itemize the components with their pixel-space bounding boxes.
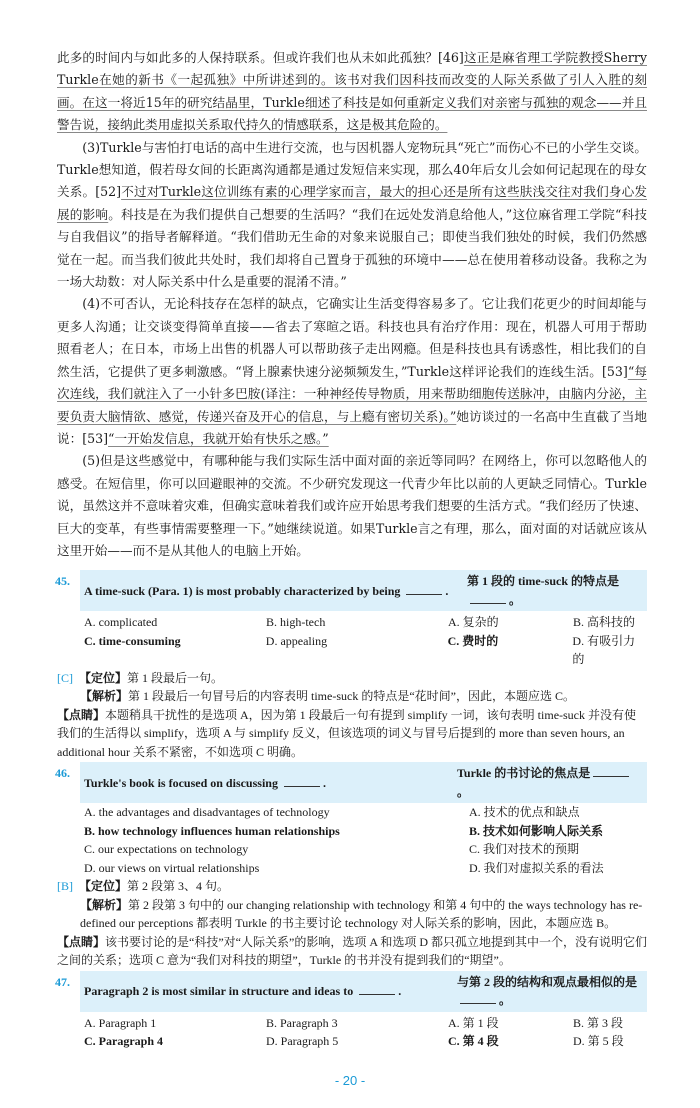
text: (3)Turkle与害怕打电话的高中生进行交流，也与因机器人宠物玩具“死亡”而伤心不已的小学生交谈。Turkle想知道，假若母女间的长距离沟通都是通过发短信来实现，那么40年后女儿会如何记起现在的母女关系。[52] <box>57 139 647 200</box>
option-a: A. the advantages and disadvantages of technology <box>84 805 330 820</box>
question-number: 45. <box>55 574 70 589</box>
options-row <box>84 1014 647 1033</box>
question-text: A time-suck (Para. 1) is most probably characterized by being <box>84 583 401 598</box>
question-45 <box>55 570 647 611</box>
underlined-sentence-53a: “每次连线，我们就注入了一小针多巴胺(译注：一种神经传导物质，用来帮助细胞传送脉冲，由脑内分泌，主要负责大脑情欲、感觉，传递兴奋及开心的信息，与上瘾有密切关系)。” <box>57 363 647 424</box>
paragraph-1-end <box>57 47 647 137</box>
question-zh: 与第 2 段的结构和观点最相似的是。 <box>457 974 638 1008</box>
option-row <box>84 803 647 822</box>
tag: 【点睛】 <box>57 707 106 722</box>
option-d: D. our views on virtual relationships <box>84 860 260 875</box>
questions <box>57 570 647 1051</box>
text: 第 1 段最后一句冒号后的内容表明 time-suck 的特点是“花时间”，因此，本题应选 C。 <box>128 689 575 704</box>
text: 第 1 段最后一句。 <box>127 670 224 685</box>
options-row <box>84 1032 647 1051</box>
blank <box>406 584 442 595</box>
blank <box>593 766 629 777</box>
blank <box>284 776 320 787</box>
question-en: A time-suck (Para. 1) is most probably characterized by being . <box>84 583 449 598</box>
option-row <box>84 822 647 841</box>
answer: [B] <box>57 879 73 894</box>
paragraph-3 <box>57 137 647 294</box>
option-b: B. Paragraph 3 <box>266 1015 338 1030</box>
tag: 【定位】 <box>79 670 128 685</box>
question-text: Turkle 的书讨论的焦点是 <box>457 766 591 781</box>
option-c: C. time-consuming <box>84 633 181 648</box>
text: 她访谈过的一名高中生直截了当地说：[53] <box>57 408 647 446</box>
underlined-sentence-46: 这正是麻省理工学院教授Sherry Turkle在她的新书《一起孤独》中所讲述到的。该书对我们因科技而改变的人际关系做了引人入胜的刻画。在这一将近15年的研究结晶里，Turkle细述了科技是如何重新定义我们对亲密与孤独的观念——并且警告说，接纳此类用虚拟关系取代持久的情感联系，这是极其危险的。 <box>57 50 647 133</box>
option-b-zh: B. 高科技的 <box>573 615 636 630</box>
option-c-zh: C. 我们对技术的预期 <box>469 842 580 857</box>
options-row <box>84 613 647 632</box>
question-en: Turkle's book is focused on discussing . <box>84 775 326 790</box>
option-d-zh: D. 第 5 段 <box>573 1034 624 1049</box>
paragraph-4 <box>57 293 647 450</box>
blank <box>460 993 496 1004</box>
options-row <box>84 632 647 669</box>
question-text: 与第 2 段的结构和观点最相似的是 <box>457 974 638 989</box>
question-number: 46. <box>55 766 70 781</box>
option-a-zh: A. 复杂的 <box>448 615 499 630</box>
option-d: D. appealing <box>265 633 328 648</box>
option-row <box>84 840 647 859</box>
text: (4)不可否认，无论科技存在怎样的缺点，它确实让生活变得容易多了。它让我们花更少的时间却能与更多人沟通；让交谈变得简单直接——省去了寒暄之语。科技也具有治疗作用：现在，机器人可用于帮助照看老人；在日本，市场上出售的机器人可以帮助孩子走出网瘾。但是科技也具有诱惑性，相比我们的自然生活，它提供了更多刺激感。“肾上腺素快速分泌频频发生，”Turkle这样评论我们的连线生活。[53] <box>57 296 647 379</box>
option-row <box>84 859 647 878</box>
question-zh: Turkle 的书讨论的焦点是。 <box>449 764 643 801</box>
tag: 【解析】 <box>80 897 129 912</box>
option-c: C. Paragraph 4 <box>84 1034 163 1049</box>
blank <box>359 984 395 995</box>
text: 此多的时间内与如此多的人保持联系。但或许我们也从未如此孤独？[46] <box>57 50 464 65</box>
key-point <box>57 933 647 970</box>
underlined-sentence-53b: “一开始发信息，我就开始有快乐之感。” <box>108 430 329 446</box>
option-a: A. Paragraph 1 <box>84 1015 157 1030</box>
analysis <box>57 896 647 933</box>
option-a: A. complicated <box>84 615 158 630</box>
text: 第 2 段第 3、4 句。 <box>127 879 230 894</box>
question-zh: 第 1 段的 time-suck 的特点是。 <box>467 574 619 607</box>
text: 。科技是在为我们提供自己想要的生活吗？“我们在远处发消息给他人，”这位麻省理工学院“科技与自我倡议”的指导者解释道。“我们借助无生命的对象来说服自己；即使当我们独处的时候，我们仍然感觉在一起。而当我们彼此共处时，我们却将自己置身于孤独的环境中——总在使用着移动设备。我称之为一场大劫数：对人际关系中什么是重要的混淆不清。” <box>57 206 648 290</box>
question-text: Paragraph 2 is most similar in structure and ideas to <box>84 984 354 999</box>
question-text: 第 1 段的 time-suck 的特点是 <box>467 574 619 589</box>
text: 第 2 段第 3 句中的 our changing relationship with technology 和第 4 句中的 the ways technology has re-defined our perceptions 都表明 Turkle 的书主要讨论 technology 对人际关系的影响，因此，本题应选 B。 <box>80 897 643 931</box>
question-46 <box>55 762 647 803</box>
tag: 【定位】 <box>79 879 128 894</box>
option-c: C. our expectations on technology <box>84 842 249 857</box>
locate <box>57 877 647 896</box>
option-c-zh: C. 费时的 <box>447 633 499 648</box>
option-a-zh: A. 技术的优点和缺点 <box>469 805 580 820</box>
question-47 <box>55 971 647 1012</box>
tag: 【点睛】 <box>57 934 106 949</box>
text: 本题稍具干扰性的是选项 A，因为第 1 段最后一句有提到 simplify 一词，该句表明 time-suck 并没有使我们的生活得以 simplify，选项 A 与 simplify 反义，但该选项的词义与冒号后提到的 more than seven hours, an additional hour 关系不紧密，不如选项 C 明确。 <box>57 707 637 759</box>
option-b-zh: B. 技术如何影响人际关系 <box>469 823 604 838</box>
question-en: Paragraph 2 is most similar in structure and ideas to . <box>84 984 402 999</box>
option-d: D. Paragraph 5 <box>266 1034 339 1049</box>
answer: [C] <box>57 670 73 685</box>
option-d-zh: D. 有吸引力的 <box>572 633 636 667</box>
option-b: B. high-tech <box>266 615 326 630</box>
locate <box>57 669 647 688</box>
option-d-zh: D. 我们对虚拟关系的看法 <box>469 860 604 875</box>
text: 该书要讨论的是“科技”对“人际关系”的影响，选项 A 和选项 D 都只孤立地提到其中一个，没有说明它们之间的关系；选项 C 意为“我们对科技的期望”，Turkle 的书并没有提到我们的“期望”。 <box>57 934 647 968</box>
tag: 【解析】 <box>80 689 129 704</box>
option-b-zh: B. 第 3 段 <box>573 1015 624 1030</box>
analysis <box>57 687 647 706</box>
question-text: Turkle's book is focused on discussing <box>84 775 278 790</box>
key-point <box>57 706 647 762</box>
option-c-zh: C. 第 4 段 <box>448 1034 499 1049</box>
option-b: B. how technology influences human relationships <box>84 823 340 838</box>
passage <box>57 47 647 562</box>
page-number: - 20 - <box>334 1072 366 1088</box>
blank <box>470 593 506 604</box>
question-number: 47. <box>55 974 70 989</box>
option-a-zh: A. 第 1 段 <box>448 1015 499 1030</box>
underlined-sentence-52: 不过对Turkle这位训练有素的心理学家而言，最大的担心还是所有这些肤浅交往对我们身心发展的影响 <box>57 184 647 222</box>
paragraph-5: (5)但是这些感觉中，有哪种能与我们实际生活中面对面的亲近等同吗？在网络上，你可以忽略他人的感受。在短信里，你可以回避眼神的交流。不少研究发现这一代青少年比以前的人更缺乏同情心。Turkle说，虽然这并不意味着灾难，但确实意味着我们或许应开始思考我们想要的生活方式。“我们经历了快速、巨大的变革，有些事情需要整理一下。”她继续说道。如果Turkle言之有理，那么，面对面的对话就应该从这里开始——而不是从其他人的电脑上开始。 <box>57 453 647 558</box>
